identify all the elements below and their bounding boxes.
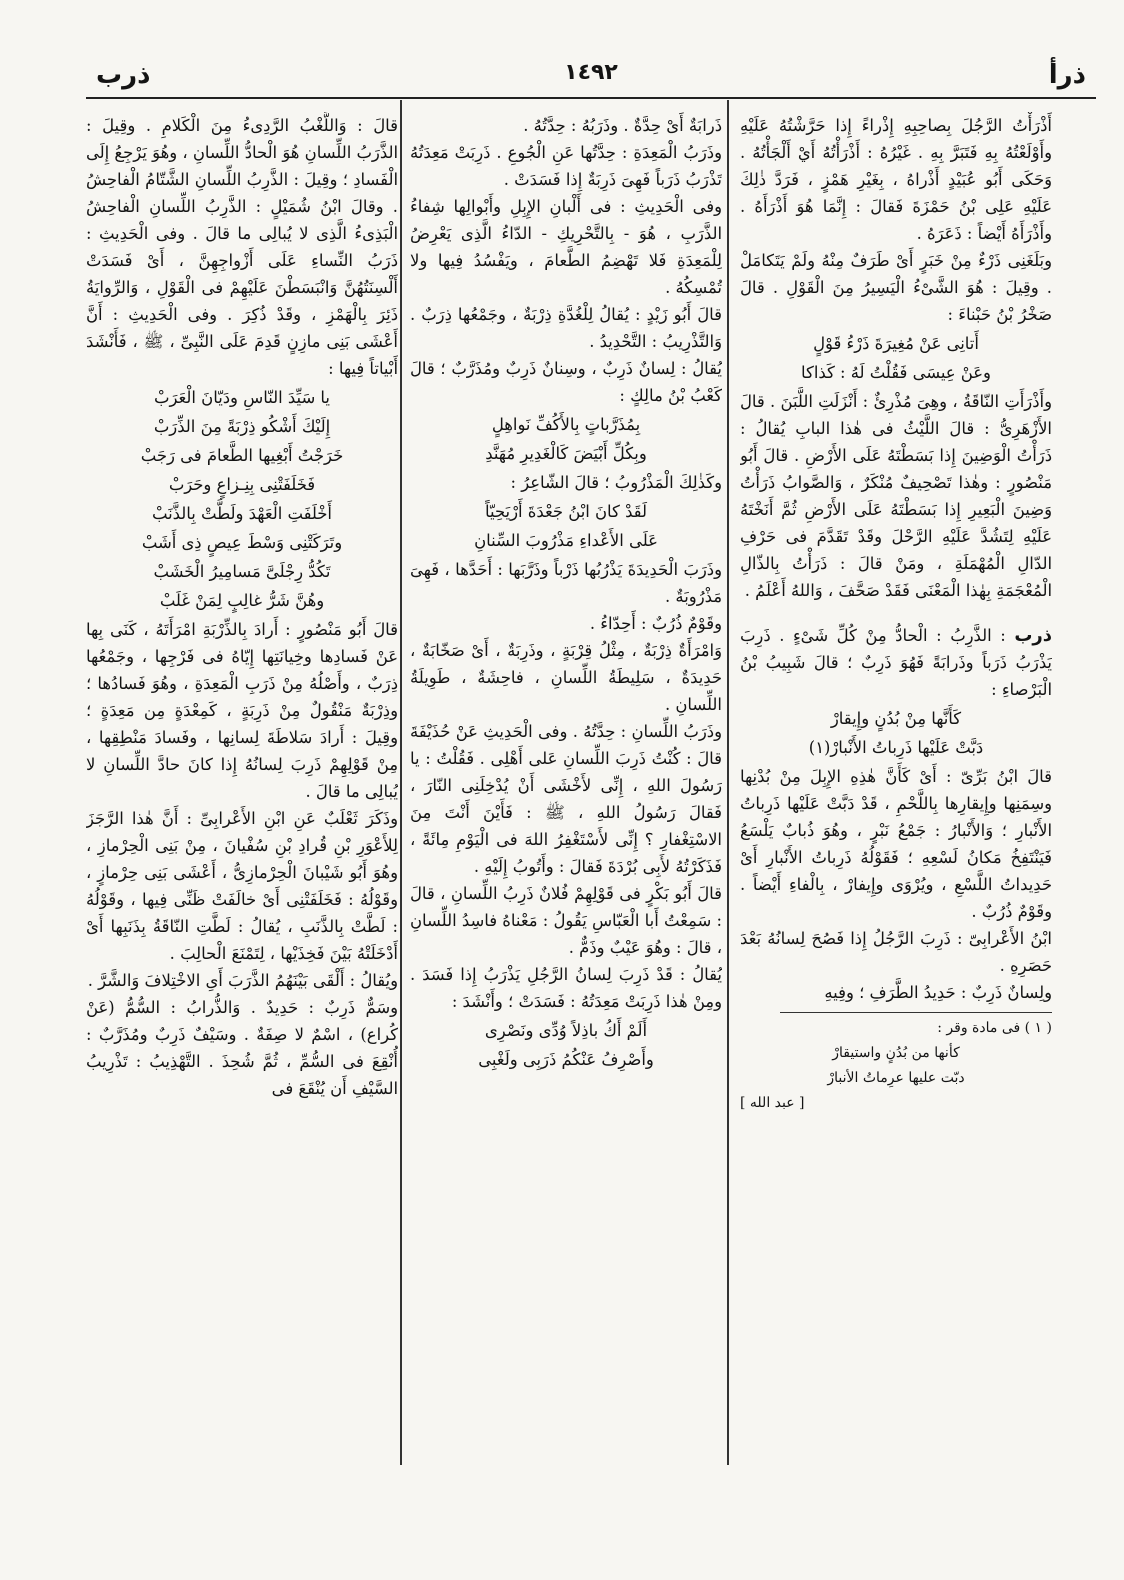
paragraph: ابْنُ الأَعْرابِىّ : ذَرِبَ الرَّجُلُ إِذا فَصُحَ لِسانُهُ بَعْدَ حَصَرِهِ . [740,929,1052,975]
verse-line: يا سَيِّدَ النّاسِ ودَيّانَ الْعَرَبْ [154,388,330,407]
column-divider-left [400,100,402,1465]
paragraph: يُقالُ : لِسانٌ ذَرِبٌ ، وسِنانٌ ذَرِبٌ ومُذَرَّبٌ ؛ قالَ كَعْبُ بْنُ مالِكٍ : [410,359,722,405]
paragraph: وذَرَبَ الْحَدِيدَةَ يَذْرُبُها ذَرْباً وذَرَّبَها : أَحَدَّها ، فَهِىَ مَذْرُوبَةٌ . [410,560,722,606]
page-number: ١٤٩٢ [564,60,618,85]
column-divider-right [727,100,729,1465]
footnote [740,1017,1052,1115]
paragraph: قالَ ابْنُ بَرِّىّ : أَىْ كَأَنَّ هٰذِهِ الإِبِلَ مِنْ بُدْنِها وسِمَنِها وإِيقارِها بِاللَّحْمِ ، قَدْ دَبَّتْ عَلَيْها ذَرِباتُ الأَنْبارِ ؛ وَالأَنْبارُ : جَمْعُ نَبْرٍ ، وهُوَ ذُبابٌ يَلْسَعُ فَيَنْتَفِخُ مَكانُ لَسْعِهِ ؛ فَقَوْلُهُ ذَرِباتُ الأَنْبارِ أَىْ حَدِيداتُ اللَّسْعِ ، ويُرْوَى وإِيفارْ ، بِالْفاءِ أَيْضاً . وقَوْمٌ ذُرُبٌ . [740,767,1052,921]
verse-line: وعَنْ عِيسَى فَقُلْتُ لَهُ : كَذاكا [801,363,991,382]
verse-line: خَرَجْتُ أَبْغِيها الطَّعامَ فى رَجَبْ [140,446,344,465]
verse-line: فَخَلَفَتْنِى بِنِـزاعٍ وحَرَبْ [168,475,316,494]
paragraph: يُقالُ : قَدْ ذَرِبَ لِسانُ الرَّجُلِ يَذْرَبُ إِذا فَسَدَ . ومِنْ هٰذا ذَرِبَتْ مَعِدَتُهُ : فَسَدَتْ ؛ وأَنْشَدَ : [410,965,722,1011]
paragraph: قالَ : وَاللَّغْبُ الرَّدِىءُ مِنَ الْكَلامِ . وقِيلَ : الذَّرَبُ اللِّسانِ هُوَ الْحادُّ اللِّسانِ ، وهُوَ يَرْجِعُ إِلَى الْفَسادِ ؛ وقِيلَ : الذَّرِبُ اللِّسانِ الشَّتّامُ الْفاحِشُ . وقالَ ابْنُ شُمَيْلٍ : الذَّرِبُ اللِّسانِ الْفاحِشُ الْبَذِىءُ الَّذِى لا يُبالِى ما قالَ . وفى الْحَدِيثِ : ذَرَبُ النِّساءِ عَلَى أَزْواجِهِنَّ ، أَىْ فَسَدَتْ أَلْسِنَتُهُنَّ وَانْبَسَطْنَ عَلَيْهِمْ فى الْقَوْلِ ، وَالرِّوايَةُ ذَئِرَ بِالْهَمْزِ ، وقَدْ ذُكِرَ . وفى الْحَدِيثِ : أَنَّ أَعْشَى بَنِى مازِنٍ قَدِمَ عَلَى النَّبِىِّ ، ﷺ ، فَأَنْشَدَ أَبْياتاً فِيها : [86,116,398,378]
footnote-title: ( ١ ) فى مادة وقر : [937,1020,1052,1036]
column-right [740,112,1052,1462]
paragraph: وكَذٰلِكَ الْمَذْرُوبُ ؛ قالَ الشّاعِرُ : [510,473,722,492]
paragraph: قالَ أَبُو بَكْرٍ فى قَوْلِهِمْ فُلانٌ ذَرِبُ اللِّسانِ ، قالَ : سَمِعْتُ أَبا الْعَبّاسِ يَقُولُ : مَعْناهُ فاسِدُ اللِّسانِ ، قالَ : وهُوَ عَيْبٌ وذَمٌّ . [410,884,722,957]
footnote-verse: كأنها من بُدُنٍ واستيقارْ [832,1045,960,1061]
paragraph: وبَلَغَنِى ذَرْءٌ مِنْ خَبَرٍ أَىْ طَرَفٌ مِنْهُ ولَمْ يَتَكامَلْ . وقِيلَ : هُوَ الشَّىْءُ الْيَسِيرُ مِنَ الْقَوْلِ . قالَ صَخْرُ بْنُ حَبْناءَ : [740,251,1052,324]
paragraph: وذَرَبُ اللِّسانِ : حِدَّتُهُ . وفى الْحَدِيثِ عَنْ حُذَيْفَةَ قالَ : كُنْتُ ذَرِبَ اللِّسانِ عَلى أَهْلِى . فَقُلْتُ : يا رَسُولَ اللهِ ، إِنِّى لأَخْشَى أَنْ يُدْخِلَنِى النّارَ ، فَقالَ رَسُولُ اللهِ ، ﷺ : فَأَيْنَ أَنْتَ مِنَ الاسْتِغْفارِ ؟ إِنِّى لأَسْتَغْفِرُ اللهَ فى الْيَوْمِ مِائَةً ، فَذَكَرْتُهُ لأَبِى بُرْدَةَ فَقالَ : وأَتُوبُ إِلَيْهِ . [410,722,722,876]
page-header [86,60,1096,100]
verse-line: أَلَمْ أَكُ باذِلاً وُدِّى ونَصْرِى [484,1021,648,1040]
footnote-rule [780,1012,1052,1013]
paragraph: وَامْرَأَةٌ ذِرْبَةٌ ، مِثْلُ قِرْبَةٍ ، وذَرِبَةٌ ، أَىْ صَخّابَةٌ ، حَدِيدَةٌ ، سَلِيطَةُ اللِّسانِ ، فاحِشَةٌ ، طَوِيلَةُ اللِّسانِ . [410,641,722,714]
verse-line: كَأَنَّها مِنْ بُدُنٍ وإِيقارْ [830,709,962,728]
header-first-word: ذرأ [1048,60,1086,90]
entry-headword: ذرب [1014,625,1052,646]
paragraph: وذَرَبُ الْمَعِدَةِ : حِدَّتُها عَنِ الْجُوعِ . ذَرِبَتْ مَعِدَتُهُ تَذْرَبُ ذَرَباً فَهِىَ ذَرِبَةٌ إِذا فَسَدَتْ . [410,143,722,189]
verse-line: أَتانِى عَنْ مُغِيرَةَ ذَرْءُ قَوْلٍ [813,334,979,353]
paragraph: وأَذْرَأَتِ النّاقَةُ ، وهِىَ مُذْرِئٌ : أَنْزَلَتِ اللَّبَنَ . قالَ الأَزْهَرِىُّ : قالَ اللَّيْثُ فى هٰذا البابِ يُقالُ : ذَرَأْتُ الْوَضِينَ إِذا بَسَطْتَهُ عَلَى الأَرْضِ . قالَ أَبُو مَنْصُورٍ : وهٰذا تَصْحِيفٌ مُنْكَرٌ ، وَالصَّوابُ ذَرَأْتُ وَضِينَ الْبَعِيرِ إِذا بَسَطْتَهُ عَلَى الأَرْضِ ثُمَّ أَنَخْتَهُ عَلَيْهِ لِتَشُدَّ عَلَيْهِ الرَّحْلَ وقَدْ تَقَدَّمَ فى حَرْفِ الدّالِ الْمُهْمَلَةِ ، ومَنْ قالَ : ذَرَأْتُ بِالذّالِ الْمُعْجَمَةِ بِهٰذا الْمَعْنَى فَقَدْ صَحَّفَ ، وَاللهُ أَعْلَمُ . [740,392,1052,600]
verse-line: لَقَدْ كانَ ابْنُ جَعْدَةَ أَرْيَحِيّاً [485,502,647,521]
paragraph: ويُقالُ : أَلْقَى بَيْنَهُمُ الذَّرَبَ أَىِ الاخْتِلافَ وَالشَّرَّ . [87,971,398,990]
paragraph: وفى الْحَدِيثِ : فى أَلْبانِ الإِبِلِ وأَبْوالِها شِفاءُ الذَّرَبِ ، هُوَ - بِالتَّحْرِيكِ - الدّاءُ الَّذِى يَعْرِضُ لِلْمَعِدَةِ فَلا تَهْضِمُ الطَّعامَ ، ويَفْسُدُ فِيها ولا تُمْسِكُهُ . [410,197,722,297]
entry-text: : الذَّرِبُ : الْحادُّ مِنْ كُلِّ شَىْءٍ . ذَرِبَ يَذْرَبُ ذَرَباً وذَرابَةً فَهُوَ ذَرِبٌ ؛ قالَ شَبِيبُ بْنُ الْبَرْصاءِ : [740,626,1052,699]
verse-line: أَخْلَفَتِ الْعَهْدَ ولَطَّتْ بِالذَّنَبْ [151,504,332,523]
verse-line: تَكُدُّ رِجْلَىَّ مَسامِيرُ الْخَشَبْ [153,562,331,581]
column-left [86,112,398,1462]
column-middle [410,112,722,1462]
paragraph: قالَ أَبُو مَنْصُورٍ : أَرادَ بِالذِّرْبَةِ امْرَأَتَهُ ، كَنَى بِها عَنْ فَسادِها وخِيانَتِها إِيّاهُ فى فَرْجِها ، وجَمْعُها ذِرَبٌ ، وأَصْلُهُ مِنْ ذَرَبِ الْمَعِدَةِ ، وهُوَ فَسادُها ؛ وذِرْبَةٌ مَنْقُولٌ مِنْ ذَرِبَةٍ ، كَمِعْدَةٍ مِن مَعِدَةٍ ؛ وقِيلَ : أَرادَ سَلاطَةَ لِسانِها ، وفَسادَ مَنْطِقِها ، مِنْ قَوْلِهِمْ ذَرِبَ لِسانُهُ إِذا كانَ حادَّ اللِّسانِ لا يُبالِى ما قالَ . [86,620,398,801]
footnote-signature: [ عبد الله ] [740,1095,805,1111]
verse-line: إِلَيْكَ أَشْكُو ذِرْبَةً مِنَ الذِّرَبْ [153,417,331,436]
verse-line: عَلَى الأَعْداءِ مَذْرُوبَ السِّنانِ [474,531,658,550]
paragraph: أَذْرَأْتُ الرَّجُلَ بِصاحِبِهِ إِذْراءً إِذا حَرَّشْتُهُ عَلَيْهِ وأَوْلَعْتُهُ بِهِ فَتَبَرَّ بِهِ . غَيْرُهُ : أَذْرَأْتُهُ أَيْ أَلْجَأْتُهُ . وَحَكَى أَبُو عُبَيْدٍ أَذْراهُ ، بِغَيْرِ هَمْزٍ ، فَرَدَّ ذٰلِكَ عَلَيْهِ عَلِى بْنُ حَمْزَةَ فَقالَ : إِنَّمَا هُوَ أَذْرَأَهُ . وأَذْرَأَهُ أَيْضاً : ذَعَرَهُ . [740,116,1052,243]
header-rule [86,97,1096,99]
paragraph: وقَوْمٌ ذُرُبٌ : أَحِدّاءُ . [589,614,722,633]
verse-line: وبِكُلِّ أَبْيَضَ كَالْغَدِيرِ مُهَنَّدِ [485,444,647,463]
footnote-verse: دبّت عليها عرِماتُ الأنبارْ [827,1070,965,1086]
paragraph: قالَ أَبُو زَيْدٍ : يُقالُ لِلْغُدَّةِ ذِرْبَةٌ ، وجَمْعُها ذِرَبٌ . وَالتَّذْرِيبُ : التَّحْدِيدُ . [410,305,722,351]
paragraph: وذَكَرَ ثَعْلَبٌ عَنِ ابْنِ الأَعْرابِىِّ : أَنَّ هٰذا الرَّجَزَ لِلأَعْوَرِ بْنِ قُرادِ بْنِ سُفْيانَ ، مِنْ بَنِى الْحِرْمازِ ، وهُوَ أَبُو شَيْبانَ الْحِرْمازِىُّ ، أَعْشَى بَنِى حِرْمازٍ ، وقَوْلُهُ : فَخَلَفَتْنِى أَىْ خالَفَتْ ظَنِّى فِيها ، وقَوْلُهُ : لَطَّتْ بِالذَّنَبِ ، يُقالُ : لَطَّتِ النّاقَةُ بِذَنَبِها أَىْ أَدْخَلَتْهُ بَيْنَ فَخِذَيْها ، لِتَمْنَعَ الْحالِبَ . [86,809,398,963]
verse-line: دَبَّتْ عَلَيْها ذَرِباتُ الأَنْبارْ(١) [808,738,984,757]
verse-line: وتَرَكَتْنِى وَسْطَ عِيصٍ ذِى أَشَبْ [141,533,343,552]
verse-line: وأَصْرِفُ عَنْكُمُ ذَرَبِى ولَغْبِى [478,1050,654,1069]
paragraph: ولِسانٌ ذَرِبٌ : حَدِيدُ الطَّرَفِ ؛ وفِيهِ [824,983,1052,1002]
paragraph: ذَرابَةٌ أَىْ حِدَّةٌ . وذَرَبُهُ : حِدَّتُهُ . [523,116,722,135]
header-last-word: ذرب [96,60,151,90]
verse-line: بِمُذَرَّباتٍ بِالأَكُفِّ نَواهِلٍ [491,415,641,434]
verse-line: وهُنَّ شَرُّ غالِبٍ لِمَنْ غَلَبْ [159,591,325,610]
paragraph: وسَمٌّ ذَرِبٌ : حَدِيدٌ . وَالذُّرابُ : السُّمُّ (عَنْ كُراع) ، اسْمٌ لا صِفَةٌ . وسَيْفٌ ذَرِبٌ ومُذَرَّبٌ : أُنْقِعَ فى السُّمِّ ، ثُمَّ شُحِذَ . التَّهْذِيبُ : تَذْرِيبُ السَّيْفِ أَن يُنْقَعَ فى [86,998,398,1098]
entry-paragraph [740,622,1052,703]
